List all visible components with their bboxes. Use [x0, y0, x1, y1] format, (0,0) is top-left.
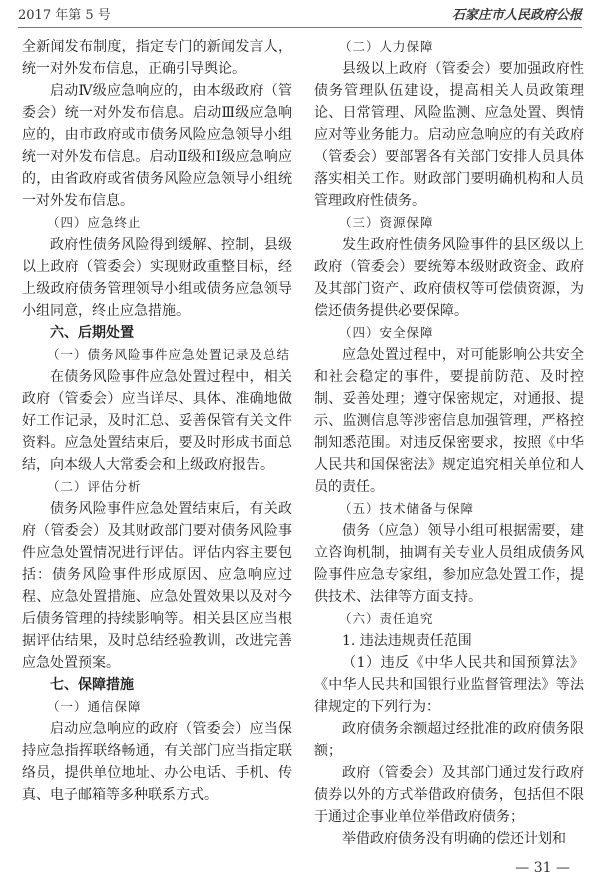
- body-paragraph: 应急处置过程中，对可能影响公共安全和社会稳定的事件，要提前防范、及时控制、妥善处理；遵守保密规定，对通报、提示、监测信息等涉密信息加强管理，严格控制知悉范围。对违反保密要求，按照《中华人民共和国保密法》规定追究相关单位和人员的责任。: [314, 347, 584, 495]
- subsection-heading: （四）应急终止: [47, 215, 142, 230]
- body-paragraph: 债务（应急）领导小组可根据需要，建立咨询机制，抽调有关专业人员组成债务风险事件应急专家组，参加应急处置工作，提供技术、法律等方面支持。: [314, 523, 584, 605]
- subsection-heading: （一）债务风险事件应急处置记录及总结: [47, 347, 291, 362]
- right-column: [314, 36, 584, 850]
- header-divider: [18, 27, 582, 28]
- section-heading: 七、保障措施: [50, 677, 134, 693]
- journal-title: 石家庄市人民政府公报: [451, 7, 582, 23]
- body-paragraph: 政府性债务风险得到缓解、控制，县级以上政府（管委会）实现财政重整目标，经上级政府债务管理领导小组或债务应急领导小组同意，终止应急措施。: [22, 237, 292, 319]
- body-paragraph: 发生政府性债务风险事件的县区级以上政府（管委会）要统筹本级财政资金、政府及其部门资产、政府债权等可偿债资源，为偿还债务提供必要保障。: [314, 237, 584, 319]
- body-paragraph: （1）违反《中华人民共和国预算法》《中华人民共和国银行业监督管理法》等法律规定的下列行为：: [314, 655, 584, 715]
- subsection-heading: （四）安全保障: [339, 325, 434, 340]
- subsection-heading: （二）评估分析: [47, 479, 142, 494]
- subsection-heading: （三）资源保障: [339, 215, 434, 230]
- body-paragraph: 县级以上政府（管委会）要加强政府性债务管理队伍建设，提高相关人员政策理论、日常管理、风险监测、应急处置、舆情应对等业务能力。启动应急响应的有关政府（管委会）要部署各有关部门安排人员具体落实相关工作。财政部门要明确机构和人员管理政府性债务。: [314, 61, 584, 209]
- body-paragraph: 1. 违法违规责任范围: [342, 633, 472, 649]
- subsection-heading: （六）责任追究: [339, 611, 434, 626]
- body-paragraph: 在债务风险事件应急处置过程中，相关政府（管委会）应当详尽、具体、准确地做好工作记录，及时汇总、妥善保管有关文件资料。应急处置结束后，要及时形成书面总结，向本级人大常委会和上级政府报告。: [22, 369, 292, 473]
- body-paragraph: 启动Ⅳ级应急响应的，由本级政府（管委会）统一对外发布信息。启动Ⅲ级应急响应的，由市政府或市债务风险应急领导小组统一对外发布信息。启动Ⅱ级和Ⅰ级应急响应的，由省政府或省债务风险应急领导小组统一对外发布信息。: [22, 83, 292, 209]
- body-paragraph: 全新闻发布制度，指定专门的新闻发言人，统一对外发布信息，正确引导舆论。: [22, 39, 292, 77]
- left-column: [22, 36, 292, 806]
- page-number: — 31 —: [515, 860, 570, 876]
- body-paragraph: 政府债务余额超过经批准的政府债务限额；: [314, 721, 584, 759]
- body-paragraph: 启动应急响应的政府（管委会）应当保持应急指挥联络畅通，有关部门应当指定联络员，提供单位地址、办公电话、手机、传真、电子邮箱等多种联系方式。: [22, 721, 292, 803]
- section-heading: 六、后期处置: [50, 325, 134, 341]
- body-paragraph: 政府（管委会）及其部门通过发行政府债券以外的方式举借政府债务，包括但不限于通过企事业单位举借政府债务；: [314, 765, 584, 825]
- subsection-heading: （二）人力保障: [339, 39, 434, 54]
- subsection-heading: （五）技术储备与保障: [339, 501, 475, 516]
- issue-label: 2017 年第 5 号: [18, 7, 111, 23]
- body-paragraph: 举借政府债务没有明确的偿还计划和: [342, 831, 566, 847]
- subsection-heading: （一）通信保障: [47, 699, 142, 714]
- body-paragraph: 债务风险事件应急处置结束后，有关政府（管委会）及其财政部门要对债务风险事件应急处置情况进行评估。评估内容主要包括：债务风险事件形成原因、应急响应过程、应急处置措施、应急处置效果以及对今后债务管理的持续影响等。相关县区应当根据评估结果，及时总结经验教训，改进完善应急处置预案。: [22, 501, 292, 671]
- page-header: [18, 0, 582, 26]
